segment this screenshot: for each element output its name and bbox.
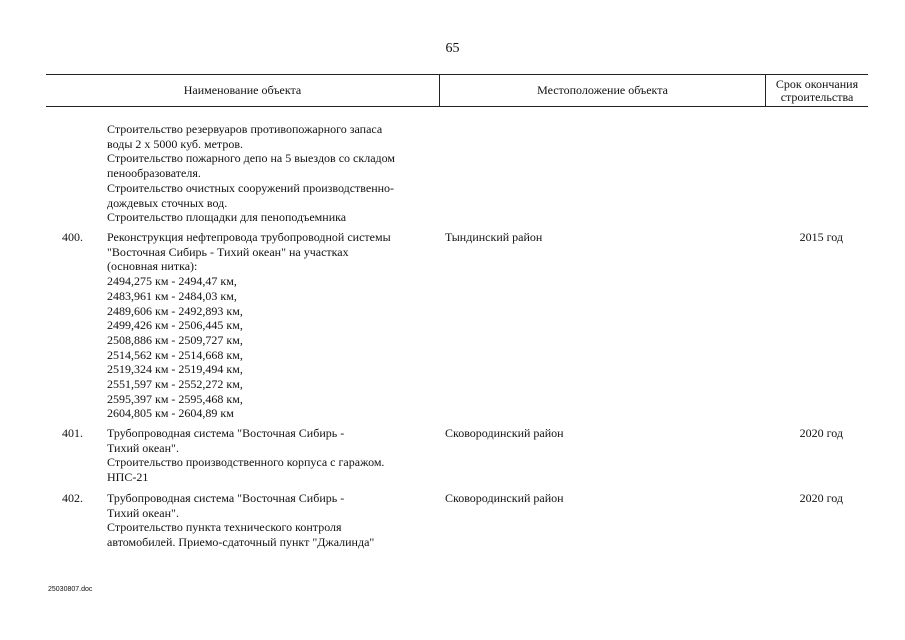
- row-number: 401.: [62, 426, 83, 440]
- row-description: Трубопроводная система "Восточная Сибирь - Тихий океан". Строительство пункта технического контроля автомобилей. Приемо-сдаточный пункт "Джалинда": [107, 491, 375, 550]
- header-object-location: Местоположение объекта: [440, 75, 766, 106]
- header-object-name: Наименование объекта: [46, 75, 440, 106]
- row-description: Трубопроводная система "Восточная Сибирь - Тихий океан". Строительство производственного корпуса с гаражом. НПС-21: [107, 426, 385, 485]
- row-description: Реконструкция нефтепровода трубопроводной системы "Восточная Сибирь - Тихий океан" на участках (основная нитка): 2494,275 км - 2494,47 км, 2483,961 км - 2484,03 км, 2489,606 км - 2492,893 км, 2499,426 км - 2506,445 км, 2508,886 км - 2509,727 км, 2514,562 км - 2514,668 км, 2519,324 км - 2519,494 км, 2551,597 км - 2552,272 км, 2595,397 км - 2595,468 км, 2604,805 км - 2604,89 км: [107, 230, 391, 421]
- page-number: 65: [445, 41, 460, 56]
- footer-filename: 25030807.doc: [48, 586, 93, 593]
- row-location: Сковородинский район: [445, 491, 564, 505]
- header-construction-term: [766, 75, 868, 106]
- table-header: [46, 74, 868, 107]
- header-term-line1: Срок окончания: [775, 76, 859, 91]
- continuation-text: Строительство резервуаров противопожарного запаса воды 2 х 5000 куб. метров. Строительство пожарного депо на 5 выездов со складом пенообразователя. Строительство очистных сооружений производственно- дождевых сточных вод. Строительство площадки для пеноподъемника: [107, 122, 395, 225]
- row-term: 2020 год: [799, 491, 843, 505]
- row-term: 2015 год: [799, 230, 843, 244]
- row-number: 400.: [62, 230, 83, 244]
- row-number: 402.: [62, 491, 83, 505]
- row-term: 2020 год: [799, 426, 843, 440]
- row-location: Тындинский район: [445, 230, 543, 244]
- row-location: Сковородинский район: [445, 426, 564, 440]
- header-term-line2: строительства: [780, 89, 854, 104]
